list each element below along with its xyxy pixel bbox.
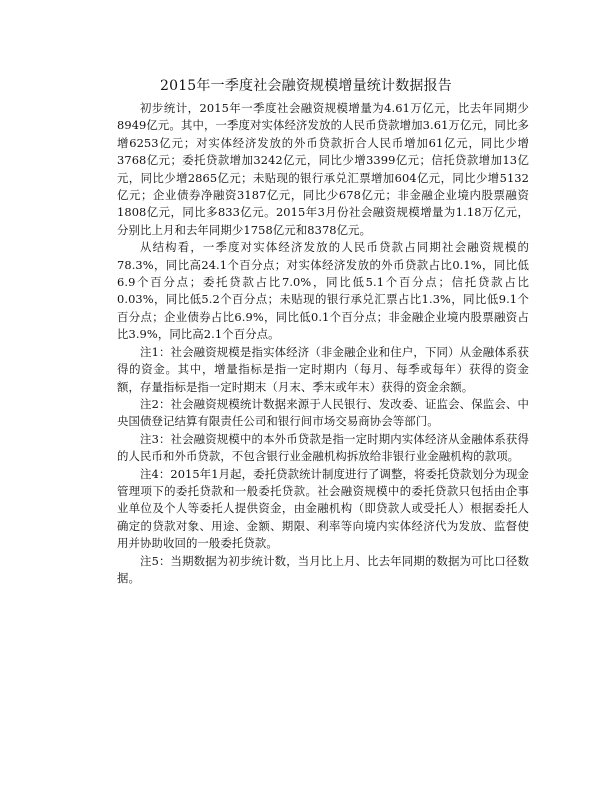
note-1: 注1：社会融资规模是指实体经济（非金融企业和住户，下同）从金融体系获得的资金。其中，增量指标是指一定时期内（每月、每季或每年）获得的资金额，存量指标是指一定时期末（月末、季末或年末）获得的资金余额。 (117, 344, 529, 394)
note-2: 注2：社会融资规模统计数据来源于人民银行、发改委、证监会、保监会、中央国债登记结算有限责任公司和银行间市场交易商协会等部门。 (117, 396, 529, 429)
paragraph-overview: 初步统计，2015年一季度社会融资规模增量为4.61万亿元，比去年同期少8949亿元。其中，一季度对实体经济发放的人民币贷款增加3.61万亿元，同比多增6253亿元；对实体经济发放的外币贷款折合人民币增加61亿元，同比少增3768亿元；委托贷款增加3242亿元，同比少增3399亿元；信托贷款增加13亿元，同比少增2865亿元；未贴现的银行承兑汇票增加604亿元，同比少增5132亿元；企业债券净融资3187亿元，同比少678亿元；非金融企业境内股票融资1808亿元，同比多833亿元。2015年3月份社会融资规模增量为1.18万亿元，分别比上月和去年同期少1758亿元和8378亿元。 (117, 101, 529, 237)
document-title: 2015年一季度社会融资规模增量统计数据报告 (159, 78, 453, 94)
note-3: 注3：社会融资规模中的本外币贷款是指一定时期内实体经济从金融体系获得的人民币和外币贷款，不包含银行业金融机构拆放给非银行业金融机构的款项。 (117, 431, 529, 464)
paragraph-structure: 从结构看，一季度对实体经济发放的人民币贷款占同期社会融资规模的78.3%，同比高24.1个百分点；对实体经济发放的外币贷款占比0.1%，同比低6.9个百分点；委托贷款占比7.0%，同比低5.1个百分点；信托贷款占比0.03%，同比低5.2个百分点；未贴现的银行承兑汇票占比1.3%，同比低9.1个百分点；企业债券占比6.9%，同比低0.1个百分点；非金融企业境内股票融资占比3.9%，同比高2.1个百分点。 (117, 240, 529, 342)
note-4: 注4：2015年1月起，委托贷款统计制度进行了调整，将委托贷款划分为现金管理项下的委托贷款和一般委托贷款。社会融资规模中的委托贷款只包括由企事业单位及个人等委托人提供资金，由金融机构（即贷款人或受托人）根据委托人确定的贷款对象、用途、金额、期限、利率等向境内实体经济代为发放、监督使用并协助收回的一般委托贷款。 (117, 466, 529, 551)
note-5: 注5：当期数据为初步统计数，当月比上月、比去年同期的数据为可比口径数据。 (117, 553, 529, 585)
document-body (117, 100, 529, 587)
